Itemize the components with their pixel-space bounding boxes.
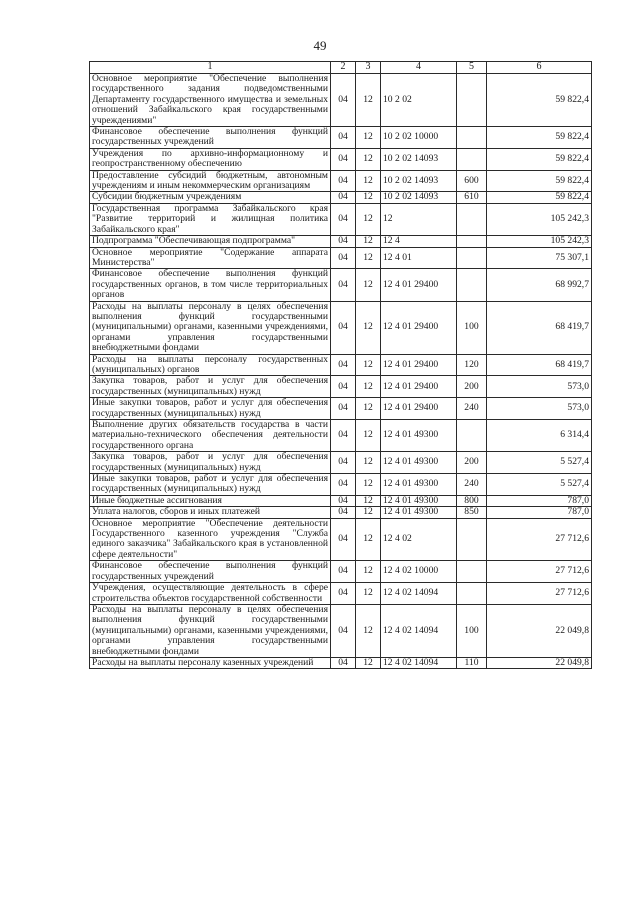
row-amount: 59 822,4 (487, 170, 592, 192)
row-amount: 27 712,6 (487, 518, 592, 561)
row-subsection: 12 (356, 657, 381, 668)
row-subsection: 12 (356, 148, 381, 170)
row-expense-type: 120 (457, 354, 487, 376)
row-description: Закупка товаров, работ и услуг для обеспечения государственных (муниципальных) нужд (90, 452, 331, 474)
row-target-code: 12 4 02 10000 (381, 561, 457, 583)
row-subsection: 12 (356, 247, 381, 269)
row-subsection: 12 (356, 301, 381, 354)
row-subsection: 12 (356, 398, 381, 420)
row-section: 04 (331, 495, 356, 506)
row-subsection: 12 (356, 507, 381, 518)
row-expense-type (457, 203, 487, 235)
row-amount: 27 712,6 (487, 561, 592, 583)
row-section: 04 (331, 127, 356, 149)
row-target-code: 12 4 02 14094 (381, 657, 457, 668)
column-header: 2 (331, 62, 356, 74)
row-subsection: 12 (356, 474, 381, 496)
row-expense-type: 850 (457, 507, 487, 518)
row-description: Уплата налогов, сборов и иных платежей (90, 507, 331, 518)
row-amount: 5 527,4 (487, 474, 592, 496)
row-expense-type: 600 (457, 170, 487, 192)
row-target-code: 12 4 02 14094 (381, 604, 457, 657)
row-target-code: 10 2 02 14093 (381, 192, 457, 203)
table-row (90, 583, 592, 605)
row-amount: 59 822,4 (487, 74, 592, 127)
row-expense-type: 610 (457, 192, 487, 203)
table-row (90, 354, 592, 376)
row-target-code: 10 2 02 14093 (381, 148, 457, 170)
row-description: Подпрограмма "Обеспечивающая подпрограмма" (90, 236, 331, 247)
row-amount: 75 307,1 (487, 247, 592, 269)
row-expense-type (457, 148, 487, 170)
row-subsection: 12 (356, 354, 381, 376)
row-expense-type (457, 127, 487, 149)
row-description: Финансовое обеспечение выполнения функций государственных учреждений (90, 127, 331, 149)
row-section: 04 (331, 657, 356, 668)
row-expense-type: 110 (457, 657, 487, 668)
row-target-code: 12 4 01 49300 (381, 474, 457, 496)
row-amount: 68 419,7 (487, 301, 592, 354)
row-section: 04 (331, 236, 356, 247)
column-header: 6 (487, 62, 592, 74)
row-section: 04 (331, 170, 356, 192)
row-description: Субсидии бюджетным учреждениям (90, 192, 331, 203)
row-description: Расходы на выплаты персоналу государственных (муниципальных) органов (90, 354, 331, 376)
row-section: 04 (331, 507, 356, 518)
row-amount: 22 049,8 (487, 657, 592, 668)
table-row (90, 507, 592, 518)
row-target-code: 12 4 01 49300 (381, 452, 457, 474)
table-row (90, 495, 592, 506)
row-description: Основное мероприятие "Содержание аппарата Министерства" (90, 247, 331, 269)
row-expense-type (457, 74, 487, 127)
row-subsection: 12 (356, 604, 381, 657)
row-subsection: 12 (356, 561, 381, 583)
row-target-code: 12 4 01 49300 (381, 420, 457, 452)
row-subsection: 12 (356, 420, 381, 452)
row-section: 04 (331, 376, 356, 398)
row-subsection: 12 (356, 269, 381, 301)
table-row (90, 192, 592, 203)
table-row (90, 170, 592, 192)
row-expense-type (457, 518, 487, 561)
row-expense-type (457, 420, 487, 452)
row-amount: 5 527,4 (487, 452, 592, 474)
row-expense-type: 200 (457, 452, 487, 474)
row-section: 04 (331, 192, 356, 203)
row-subsection: 12 (356, 495, 381, 506)
row-expense-type: 200 (457, 376, 487, 398)
row-expense-type: 100 (457, 301, 487, 354)
row-description: Расходы на выплаты персоналу в целях обеспечения выполнения функций государственными (муниципальными) органами, казенными учреждениями, органами управления государственными внебюджетными фондами (90, 604, 331, 657)
row-expense-type (457, 561, 487, 583)
row-description: Финансовое обеспечение выполнения функций государственных учреждений (90, 561, 331, 583)
row-section: 04 (331, 269, 356, 301)
row-section: 04 (331, 354, 356, 376)
table-row (90, 376, 592, 398)
row-target-code: 12 (381, 203, 457, 235)
row-description: Основное мероприятие "Обеспечение выполнения государственного задания подведомственными Департаменту государственного имущества и земельных отношений Забайкальского края государственными учреждениями" (90, 74, 331, 127)
table-row (90, 203, 592, 235)
column-header: 5 (457, 62, 487, 74)
row-target-code: 12 4 02 14094 (381, 583, 457, 605)
row-amount: 105 242,3 (487, 236, 592, 247)
row-description: Закупка товаров, работ и услуг для обеспечения государственных (муниципальных) нужд (90, 376, 331, 398)
row-section: 04 (331, 203, 356, 235)
row-target-code: 12 4 01 29400 (381, 269, 457, 301)
row-description: Выполнение других обязательств государства в части материально-технического обеспечения деятельности государственного органа (90, 420, 331, 452)
row-expense-type: 240 (457, 474, 487, 496)
budget-table (89, 61, 592, 669)
row-amount: 27 712,6 (487, 583, 592, 605)
column-header: 3 (356, 62, 381, 74)
row-description: Основное мероприятие "Обеспечение деятельности Государственного казенного учреждения "Служба единого заказчика" Забайкальского края в установленной сфере деятельности" (90, 518, 331, 561)
row-target-code: 12 4 01 29400 (381, 376, 457, 398)
row-expense-type: 800 (457, 495, 487, 506)
row-expense-type (457, 583, 487, 605)
row-subsection: 12 (356, 452, 381, 474)
row-amount: 59 822,4 (487, 127, 592, 149)
row-description: Иные закупки товаров, работ и услуг для обеспечения государственных (муниципальных) нужд (90, 398, 331, 420)
table-row (90, 127, 592, 149)
table-row (90, 301, 592, 354)
page-number: 49 (313, 38, 327, 53)
row-amount: 573,0 (487, 398, 592, 420)
row-amount: 59 822,4 (487, 192, 592, 203)
row-section: 04 (331, 74, 356, 127)
row-section: 04 (331, 398, 356, 420)
row-description: Иные бюджетные ассигнования (90, 495, 331, 506)
row-amount: 68 419,7 (487, 354, 592, 376)
row-amount: 68 992,7 (487, 269, 592, 301)
row-target-code: 12 4 01 29400 (381, 398, 457, 420)
row-target-code: 10 2 02 14093 (381, 170, 457, 192)
row-description: Учреждения, осуществляющие деятельность в сфере строительства объектов государственной собственности (90, 583, 331, 605)
table-row (90, 247, 592, 269)
table-row (90, 561, 592, 583)
row-target-code: 12 4 01 49300 (381, 495, 457, 506)
row-amount: 787,0 (487, 495, 592, 506)
row-target-code: 12 4 01 (381, 247, 457, 269)
row-amount: 22 049,8 (487, 604, 592, 657)
row-subsection: 12 (356, 583, 381, 605)
row-expense-type (457, 247, 487, 269)
row-description: Расходы на выплаты персоналу в целях обеспечения выполнения функций государственными (муниципальными) органами, казенными учреждениями, органами управления государственными внебюджетными фондами (90, 301, 331, 354)
row-subsection: 12 (356, 127, 381, 149)
row-target-code: 12 4 01 29400 (381, 354, 457, 376)
row-description: Расходы на выплаты персоналу казенных учреждений (90, 657, 331, 668)
row-section: 04 (331, 583, 356, 605)
row-section: 04 (331, 301, 356, 354)
row-expense-type (457, 236, 487, 247)
row-subsection: 12 (356, 376, 381, 398)
row-target-code: 10 2 02 (381, 74, 457, 127)
row-amount: 59 822,4 (487, 148, 592, 170)
row-subsection: 12 (356, 74, 381, 127)
table-row (90, 657, 592, 668)
row-expense-type: 240 (457, 398, 487, 420)
row-section: 04 (331, 452, 356, 474)
row-description: Предоставление субсидий бюджетным, автономным учреждениям и иным некоммерческим организациям (90, 170, 331, 192)
table-row (90, 148, 592, 170)
row-amount: 573,0 (487, 376, 592, 398)
row-subsection: 12 (356, 518, 381, 561)
table-row (90, 398, 592, 420)
row-description: Государственная программа Забайкальского края "Развитие территорий и жилищная политика Забайкальского края" (90, 203, 331, 235)
row-target-code: 12 4 01 49300 (381, 507, 457, 518)
row-target-code: 12 4 (381, 236, 457, 247)
row-section: 04 (331, 474, 356, 496)
row-section: 04 (331, 247, 356, 269)
table-row (90, 269, 592, 301)
row-amount: 6 314,4 (487, 420, 592, 452)
row-description: Финансовое обеспечение выполнения функций государственных органов, в том числе территориальных органов (90, 269, 331, 301)
row-subsection: 12 (356, 203, 381, 235)
row-expense-type: 100 (457, 604, 487, 657)
row-subsection: 12 (356, 192, 381, 203)
table-row (90, 474, 592, 496)
column-header: 1 (90, 62, 331, 74)
table-row (90, 420, 592, 452)
row-expense-type (457, 269, 487, 301)
table-row (90, 236, 592, 247)
table-row (90, 74, 592, 127)
row-description: Иные закупки товаров, работ и услуг для обеспечения государственных (муниципальных) нужд (90, 474, 331, 496)
row-section: 04 (331, 518, 356, 561)
row-section: 04 (331, 604, 356, 657)
row-amount: 787,0 (487, 507, 592, 518)
row-target-code: 12 4 02 (381, 518, 457, 561)
row-section: 04 (331, 420, 356, 452)
row-subsection: 12 (356, 236, 381, 247)
row-target-code: 10 2 02 10000 (381, 127, 457, 149)
row-section: 04 (331, 561, 356, 583)
row-amount: 105 242,3 (487, 203, 592, 235)
table-row (90, 452, 592, 474)
row-section: 04 (331, 148, 356, 170)
column-header: 4 (381, 62, 457, 74)
row-subsection: 12 (356, 170, 381, 192)
row-description: Учреждения по архивно-информационному и геопространственному обеспечению (90, 148, 331, 170)
row-target-code: 12 4 01 29400 (381, 301, 457, 354)
table-row (90, 604, 592, 657)
table-row (90, 518, 592, 561)
table-header-row (90, 62, 592, 74)
